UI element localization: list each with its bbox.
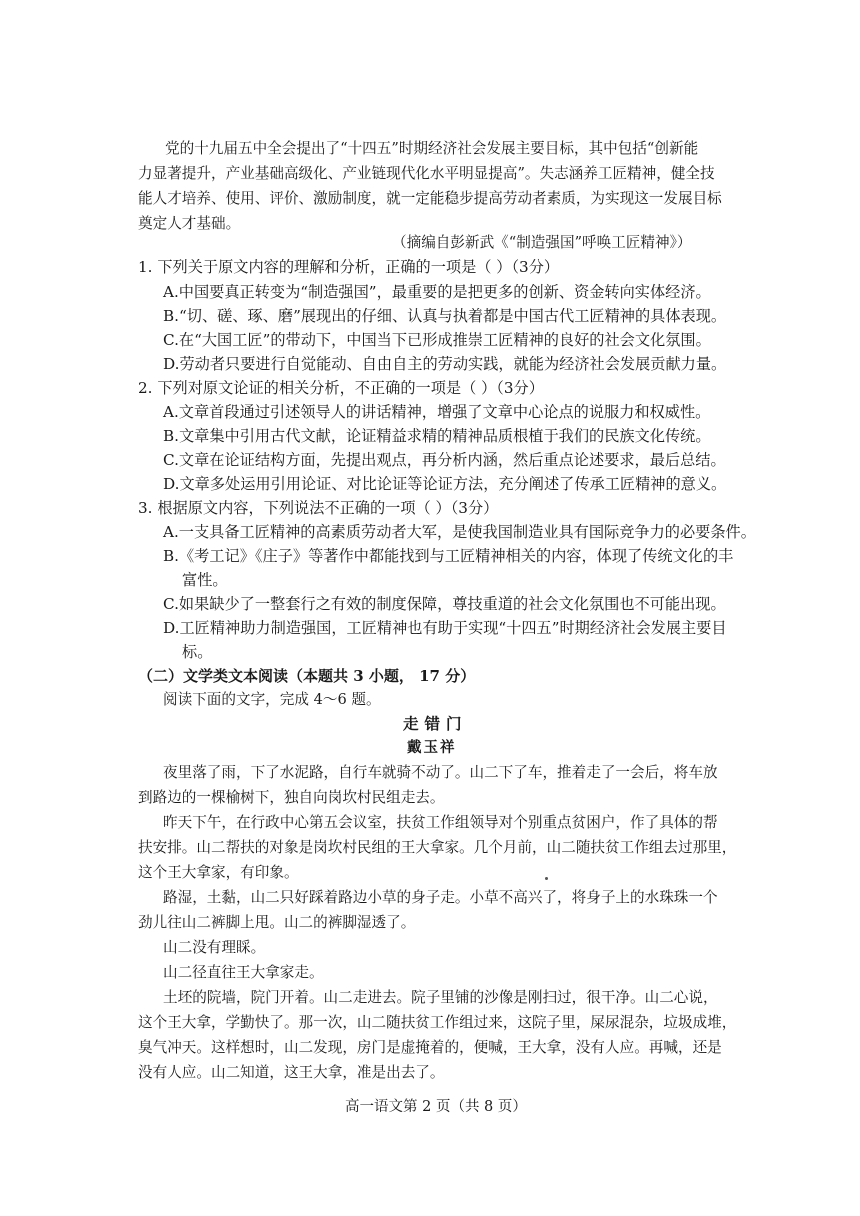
question-stem: 1. 下列关于原文内容的理解和分析，正确的一项是（ ）（3分）	[138, 258, 560, 276]
question-stem: 3. 根据原文内容，下列说法不正确的一项（ ）（3分）	[138, 499, 499, 517]
story-line: 扶安排。山二帮扶的对象是岗坎村民组的王大拿家。几个月前，山二随扶贫工作组去过那里，	[138, 839, 737, 856]
intro-line: 奠定人才基础。	[138, 215, 241, 232]
question-option: C.文章在论证结构方面，先提出观点，再分析内涵，然后重点论述要求，最后总结。	[163, 451, 726, 469]
question-option: A.中国要真正转变为“制造强国”，最重要的是把更多的创新、资金转向实体经济。	[163, 283, 711, 301]
question-option: A.一支具备工匠精神的高素质劳动者大军，是使我国制造业具有国际竞争力的必要条件。	[163, 523, 756, 541]
intro-line: 党的十九届五中全会提出了“十四五”时期经济社会发展主要目标，其中包括“创新能	[165, 140, 699, 157]
section-heading: （二）文学类文本阅读（本题共 3 小题， 17 分）	[138, 667, 476, 685]
story-line: 没有人应。山二知道，这王大拿，准是出去了。	[138, 1064, 445, 1081]
page-footer: 高一语文第 2 页（共 8 页）	[345, 1099, 527, 1115]
story-line: 到路边的一棵榆树下，独自向岗坎村民组走去。	[138, 789, 445, 806]
question-option: B.文章集中引用古代文献，论证精益求精的精神品质根植于我们的民族文化传统。	[163, 427, 711, 445]
question-option: D.文章多处运用引用论证、对比论证等论证方法，充分阐述了传承工匠精神的意义。	[163, 475, 727, 493]
source-note: （摘编自彭新武《“制造强国”呼唤工匠精神》）	[392, 234, 692, 251]
story-title: 走错门	[403, 714, 468, 733]
intro-line: 能人才培养、使用、评价、激励制度，就一定能稳步提高劳动者素质，为实现这一发展目标	[138, 190, 722, 207]
question-option: B.《考工记》《庄子》等著作中都能找到与工匠精神相关的内容，体现了传统文化的丰	[163, 547, 734, 565]
question-option: C.在“大国工匠”的带动下，中国当下已形成推崇工匠精神的良好的社会文化氛围。	[163, 331, 711, 349]
story-line: 山二没有理睬。	[163, 939, 266, 956]
story-line: 这个王大拿家，有印象。	[138, 864, 299, 881]
question-option: A.文章首段通过引述领导人的讲话精神，增强了文章中心论点的说服力和权威性。	[163, 403, 711, 421]
question-option: D.工匠精神助力制造强国，工匠精神也有助于实现“十四五”时期经济社会发展主要目	[163, 619, 727, 637]
story-line: 这个王大拿，学勤快了。那一次，山二随扶贫工作组过来，这院子里，屎尿混杂，垃圾成堆，	[138, 1014, 737, 1031]
section-instruction: 阅读下面的文字，完成 4～6 题。	[163, 691, 381, 708]
story-line: 昨天下午，在行政中心第五会议室，扶贫工作组领导对个别重点贫困户，作了具体的帮	[163, 814, 718, 831]
question-option: C.如果缺少了一整套行之有效的制度保障，尊技重道的社会文化氛围也不可能出现。	[163, 595, 726, 613]
story-author: 戴玉祥	[407, 739, 457, 756]
story-line: 夜里落了雨，下了水泥路，自行车就骑不动了。山二下了车，推着走了一会后，将车放	[163, 764, 718, 781]
question-option: D.劳动者只要进行自觉能动、自由自主的劳动实践，就能为经济社会发展贡献力量。	[163, 355, 727, 373]
question-option-continued: 富性。	[182, 571, 228, 589]
story-line: 路湿，土黏，山二只好踩着路边小草的身子走。小草不高兴了，将身子上的水珠珠一个	[163, 889, 718, 906]
scan-speck	[545, 877, 548, 880]
story-line: 土坯的院墙，院门开着。山二走进去。院子里铺的沙像是刚扫过，很干净。山二心说，	[163, 989, 718, 1006]
story-line: 劲儿往山二裤脚上甩。山二的裤脚湿透了。	[138, 914, 416, 931]
question-option: B.“切、磋、琢、磨”展现出的仔细、认真与执着都是中国古代工匠精神的具体表现。	[163, 307, 727, 325]
story-line: 山二径直往王大拿家走。	[163, 964, 324, 981]
question-stem: 2. 下列对原文论证的相关分析，不正确的一项是（ ）（3分）	[138, 379, 544, 397]
story-line: 臭气冲天。这样想时，山二发现，房门是虚掩着的，便喊，王大拿，没有人应。再喊，还是	[138, 1039, 722, 1056]
question-option-continued: 标。	[182, 643, 213, 661]
intro-line: 力显著提升，产业基础高级化、产业链现代化水平明显提高”。失志涵养工匠精神，健全技	[138, 165, 715, 182]
